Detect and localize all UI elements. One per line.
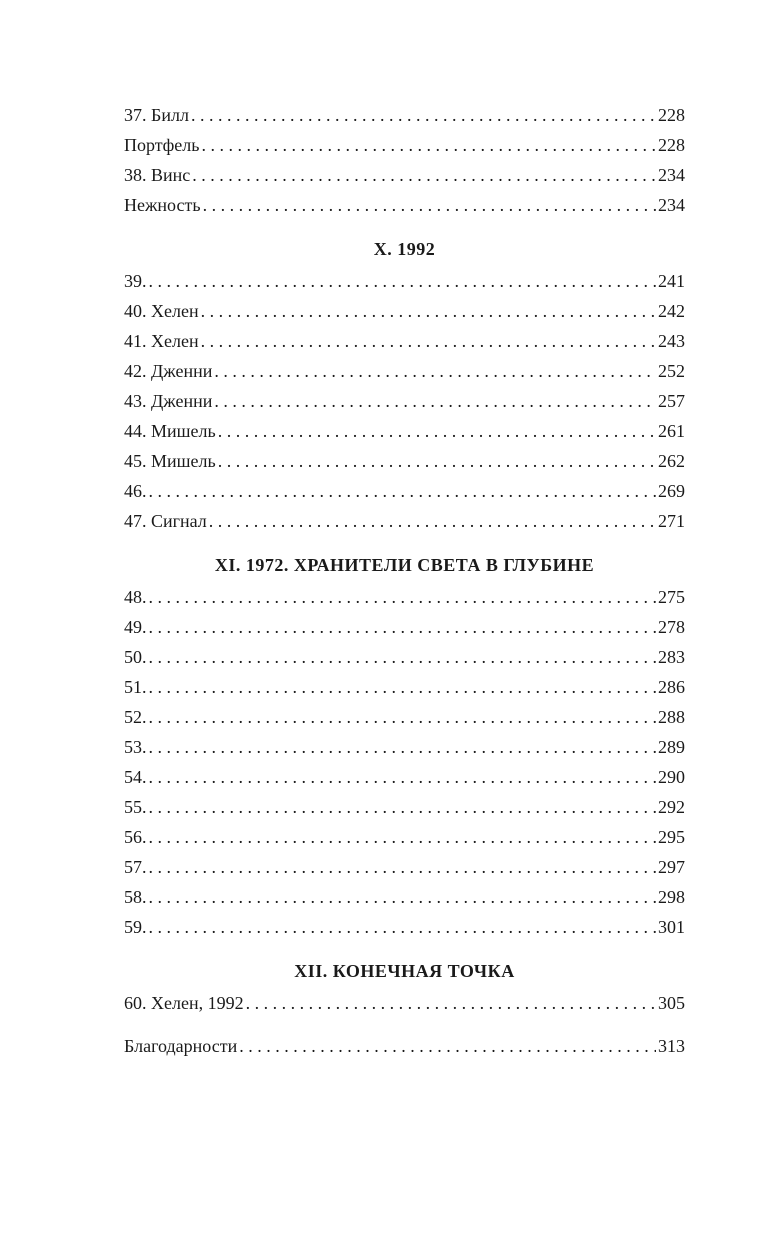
toc-entry xyxy=(124,416,685,446)
dot-leader xyxy=(201,296,656,326)
toc-entry xyxy=(124,882,685,912)
dot-leader xyxy=(149,476,657,506)
toc-entry xyxy=(124,386,685,416)
entry-page: 286 xyxy=(658,677,685,697)
entry-title: Благодарности xyxy=(124,1036,238,1056)
toc-entry xyxy=(124,732,685,762)
dot-leader xyxy=(149,612,657,642)
part-heading: X. 1992 xyxy=(373,239,436,259)
toc-entry xyxy=(124,852,685,882)
entry-page: 228 xyxy=(658,135,685,155)
entry-title: 60. Хелен, 1992 xyxy=(124,993,244,1013)
dot-leader xyxy=(149,762,657,792)
dot-leader xyxy=(218,446,656,476)
dot-leader xyxy=(149,822,657,852)
entry-page: 269 xyxy=(658,481,685,501)
toc-entry xyxy=(124,160,685,190)
dot-leader xyxy=(149,702,657,732)
entry-title: 46. xyxy=(124,481,147,501)
toc-entry xyxy=(124,988,685,1018)
entry-page: 261 xyxy=(658,421,685,441)
dot-leader xyxy=(149,852,657,882)
entry-title: 57. xyxy=(124,857,147,877)
toc-entry xyxy=(124,130,685,160)
toc-entry xyxy=(124,792,685,822)
entry-page: 252 xyxy=(658,361,685,381)
entry-title: 47. Сигнал xyxy=(124,511,207,531)
toc-entry xyxy=(124,190,685,220)
dot-leader xyxy=(149,792,657,822)
entry-title: 59. xyxy=(124,917,147,937)
dot-leader xyxy=(149,642,657,672)
toc-entry xyxy=(124,100,685,130)
entry-title: Портфель xyxy=(124,135,200,155)
dot-leader xyxy=(149,912,657,942)
toc-entry xyxy=(124,912,685,942)
entry-title: 50. xyxy=(124,647,147,667)
entry-page: 298 xyxy=(658,887,685,907)
entry-page: 301 xyxy=(658,917,685,937)
entry-title: 45. Мишель xyxy=(124,451,216,471)
dot-leader xyxy=(209,506,656,536)
entry-title: 52. xyxy=(124,707,147,727)
entry-page: 275 xyxy=(658,587,685,607)
toc-entry xyxy=(124,356,685,386)
table-of-contents xyxy=(124,100,685,1061)
entry-title: 41. Хелен xyxy=(124,331,199,351)
dot-leader xyxy=(149,266,657,296)
dot-leader xyxy=(149,582,657,612)
dot-leader xyxy=(192,160,656,190)
part-heading: XI. 1972. ХРАНИТЕЛИ СВЕТА В ГЛУБИНЕ xyxy=(214,555,595,575)
entry-title: 55. xyxy=(124,797,147,817)
entry-title: 39. xyxy=(124,271,147,291)
toc-entry xyxy=(124,822,685,852)
entry-page: 243 xyxy=(658,331,685,351)
part-heading: XII. КОНЕЧНАЯ ТОЧКА xyxy=(294,961,515,981)
entry-page: 283 xyxy=(658,647,685,667)
toc-entry xyxy=(124,506,685,536)
entry-page: 289 xyxy=(658,737,685,757)
entry-title: 53. xyxy=(124,737,147,757)
entry-title: 49. xyxy=(124,617,147,637)
entry-page: 295 xyxy=(658,827,685,847)
dot-leader xyxy=(201,130,656,160)
toc-entry xyxy=(124,582,685,612)
entry-title: 43. Дженни xyxy=(124,391,213,411)
toc-entry xyxy=(124,612,685,642)
entry-page: 313 xyxy=(658,1036,685,1056)
entry-page: 262 xyxy=(658,451,685,471)
entry-page: 297 xyxy=(658,857,685,877)
dot-leader xyxy=(149,882,657,912)
entry-page: 305 xyxy=(658,993,685,1013)
entry-page: 278 xyxy=(658,617,685,637)
entry-page: 290 xyxy=(658,767,685,787)
entry-page: 241 xyxy=(658,271,685,291)
entry-title: 38. Винс xyxy=(124,165,191,185)
entry-page: 242 xyxy=(658,301,685,321)
dot-leader xyxy=(201,326,656,356)
dot-leader xyxy=(218,416,656,446)
toc-entry-acknowledgements xyxy=(124,1031,685,1061)
dot-leader xyxy=(214,356,656,386)
dot-leader xyxy=(246,988,656,1018)
entry-title: 42. Дженни xyxy=(124,361,213,381)
entry-title: 58. xyxy=(124,887,147,907)
entry-title: 44. Мишель xyxy=(124,421,216,441)
entry-page: 292 xyxy=(658,797,685,817)
dot-leader xyxy=(149,732,657,762)
dot-leader xyxy=(149,672,657,702)
dot-leader xyxy=(191,100,656,130)
entry-title: Нежность xyxy=(124,195,201,215)
entry-title: 56. xyxy=(124,827,147,847)
entry-page: 271 xyxy=(658,511,685,531)
toc-entry xyxy=(124,296,685,326)
entry-title: 54. xyxy=(124,767,147,787)
toc-entry xyxy=(124,672,685,702)
entry-title: 37. Билл xyxy=(124,105,189,125)
entry-title: 48. xyxy=(124,587,147,607)
toc-entry xyxy=(124,476,685,506)
entry-page: 234 xyxy=(658,165,685,185)
toc-entry xyxy=(124,702,685,732)
entry-title: 51. xyxy=(124,677,147,697)
entry-title: 40. Хелен xyxy=(124,301,199,321)
entry-page: 288 xyxy=(658,707,685,727)
toc-entry xyxy=(124,446,685,476)
entry-page: 234 xyxy=(658,195,685,215)
toc-entry xyxy=(124,266,685,296)
dot-leader xyxy=(239,1031,656,1061)
toc-entry xyxy=(124,326,685,356)
toc-entry xyxy=(124,762,685,792)
toc-entry xyxy=(124,642,685,672)
entry-page: 228 xyxy=(658,105,685,125)
dot-leader xyxy=(214,386,656,416)
entry-page: 257 xyxy=(658,391,685,411)
dot-leader xyxy=(203,190,656,220)
